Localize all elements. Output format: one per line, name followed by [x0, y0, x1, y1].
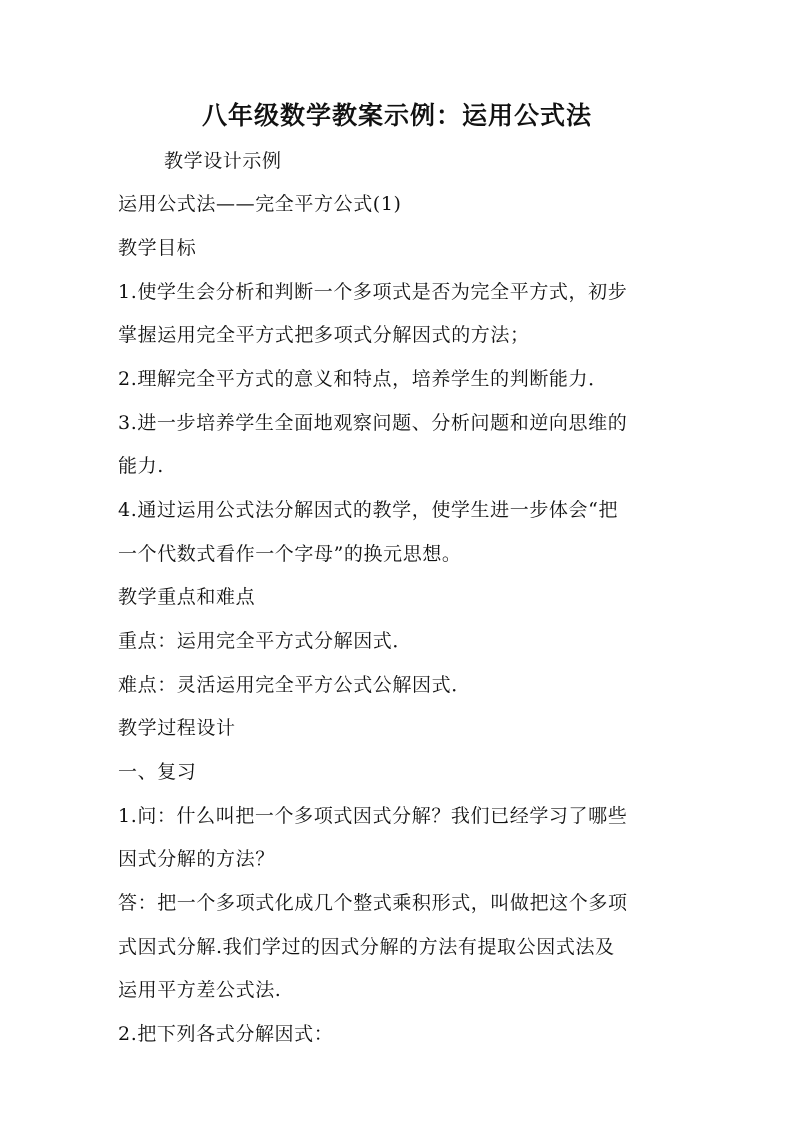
subtitle-line: 教学设计示例 [164, 150, 282, 172]
key-point: 重点：运用完全平方式分解因式． [118, 630, 413, 652]
objective-1-line-1: 1.使学生会分析和判断一个多项式是否为完全平方式，初步 [118, 281, 628, 303]
objective-2: 2.理解完全平方式的意义和特点，培养学生的判断能力． [118, 368, 608, 390]
heading-objectives: 教学目标 [118, 237, 197, 259]
heading-review: 一、复习 [118, 761, 197, 783]
answer-line-2: 式因式分解.我们学过的因式分解的方法有提取公因式法及 [118, 936, 615, 958]
heading-key-points: 教学重点和难点 [118, 586, 256, 608]
question-1-line-2: 因式分解的方法？ [118, 848, 275, 870]
objective-1-line-2: 掌握运用完全平方式把多项式分解因式的方法； [118, 324, 530, 346]
objective-3-line-2: 能力. [118, 455, 164, 477]
objective-4-line-1: 4.通过运用公式法分解因式的教学，使学生进一步体会“把 [118, 499, 619, 521]
answer-line-1: 答：把一个多项式化成几个整式乘积形式，叫做把这个多项 [118, 892, 628, 914]
objective-4-line-2: 一个代数式看作一个字母”的换元思想。 [118, 543, 462, 565]
objective-3-line-1: 3.进一步培养学生全面地观察问题、分析问题和逆向思维的 [118, 412, 628, 434]
section-title-line: 运用公式法——完全平方公式(1) [118, 193, 402, 215]
document-title: 八年级数学教案示例：运用公式法 [201, 101, 592, 130]
answer-line-3: 运用平方差公式法. [118, 979, 282, 1001]
question-1-line-1: 1.问：什么叫把一个多项式因式分解？我们已经学习了哪些 [118, 805, 628, 827]
heading-process: 教学过程设计 [118, 717, 236, 739]
question-2: 2.把下列各式分解因式： [118, 1023, 334, 1045]
difficult-point: 难点：灵活运用完全平方公式公解因式． [118, 674, 471, 696]
